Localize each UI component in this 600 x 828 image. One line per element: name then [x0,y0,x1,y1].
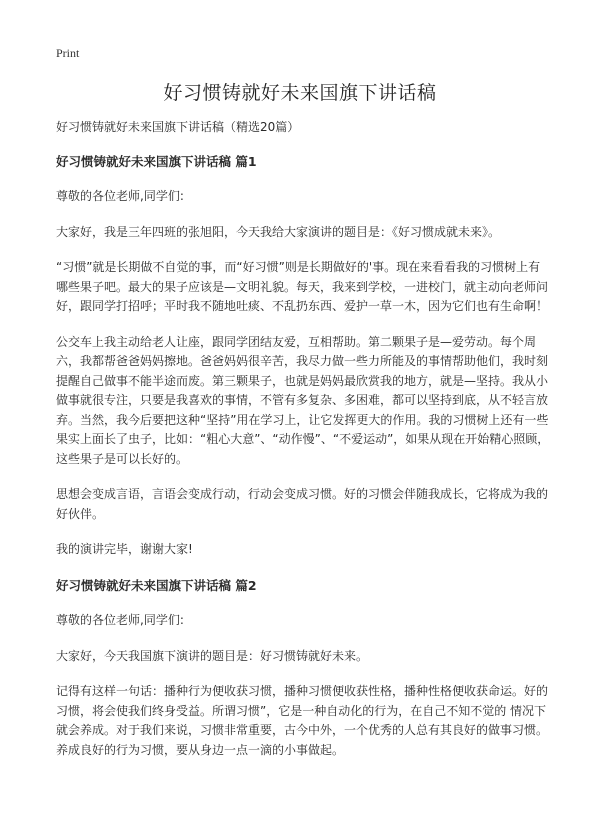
section-1-heading: 好习惯铸就好未来国旗下讲话稿 篇1 [56,153,257,169]
section-1-closing: 我的演讲完毕，谢谢大家! [56,542,193,556]
section-1-intro: 大家好，我是三年四班的张旭阳，今天我给大家演讲的题目是：《好习惯成就未来》。 [56,224,501,239]
section-2-heading: 好习惯铸就好未来国旗下讲话稿 篇2 [56,577,257,593]
section-2-paragraph: 记得有这样一句话：播种行为便收获习惯，播种习惯便收获性格，播种性格便收获命运。好的习惯，将会使我们终身受益。所谓习惯”，它是一种自动化的行为，在自己不知不觉的 情况下就会养成。对于我们来说，习惯非常重要，古今中外，一个优秀的人总有其良好的做事习惯。养成良好的行为习惯，要从身边一点一滴的小事做起。 [56,684,549,757]
section-1-greeting: 尊敬的各位老师,同学们: [56,189,184,203]
section-1-paragraph: 思想会变成言语，言语会变成行动，行动会变成习惯。好的习惯会伴随我成长，它将成为我的好伙伴。 [56,487,549,521]
document-title: 好习惯铸就好未来国旗下讲话稿 [163,82,437,104]
document-subtitle: 好习惯铸就好未来国旗下讲话稿（精选20篇） [56,120,300,134]
section-1-paragraph: 公交车上我主动给老人让座，跟同学团结友爱，互相帮助。第二颗果子是—爱劳动。每个周六，我都帮爸爸妈妈擦地。爸爸妈妈很辛苦，我尽力做一些力所能及的事情帮助他们，我时刻提醒自己做事不能半途而废。第三颗果子，也就是妈妈最欣赏我的地方，就是—坚持。我从小做事就很专注，只要是我喜欢的事情，不管有多复杂、多困难，都可以坚持到底，从不轻言放弃。当然，我今后要把这种“坚持”用在学习上，让它发挥更大的作用。我的习惯树上还有一些果实上面长了虫子，比如：“粗心大意”、“动作慢”、“不爱运动”，如果从现在开始精心照顾，这些果子是可以长好的。 [56,334,550,466]
section-2-intro: 大家好，今天我国旗下演讲的题目是：好习惯铸就好未来。 [56,648,369,663]
print-link[interactable]: Print [56,46,80,60]
section-1-paragraph: “习惯”就是长期做不自觉的事，而“好习惯”则是长期做好的'事。现在来看看我的习惯树上有哪些果子吧。最大的果子应该是—文明礼貌。每天，我来到学校，一进校门，就主动向老师问好，跟同学打招呼；平时我不随地吐痰、不乱扔东西、爱护一草一木，因为它们也有生命啊！ [56,260,549,313]
section-2-greeting: 尊敬的各位老师,同学们: [56,613,184,627]
document-body [56,118,550,776]
